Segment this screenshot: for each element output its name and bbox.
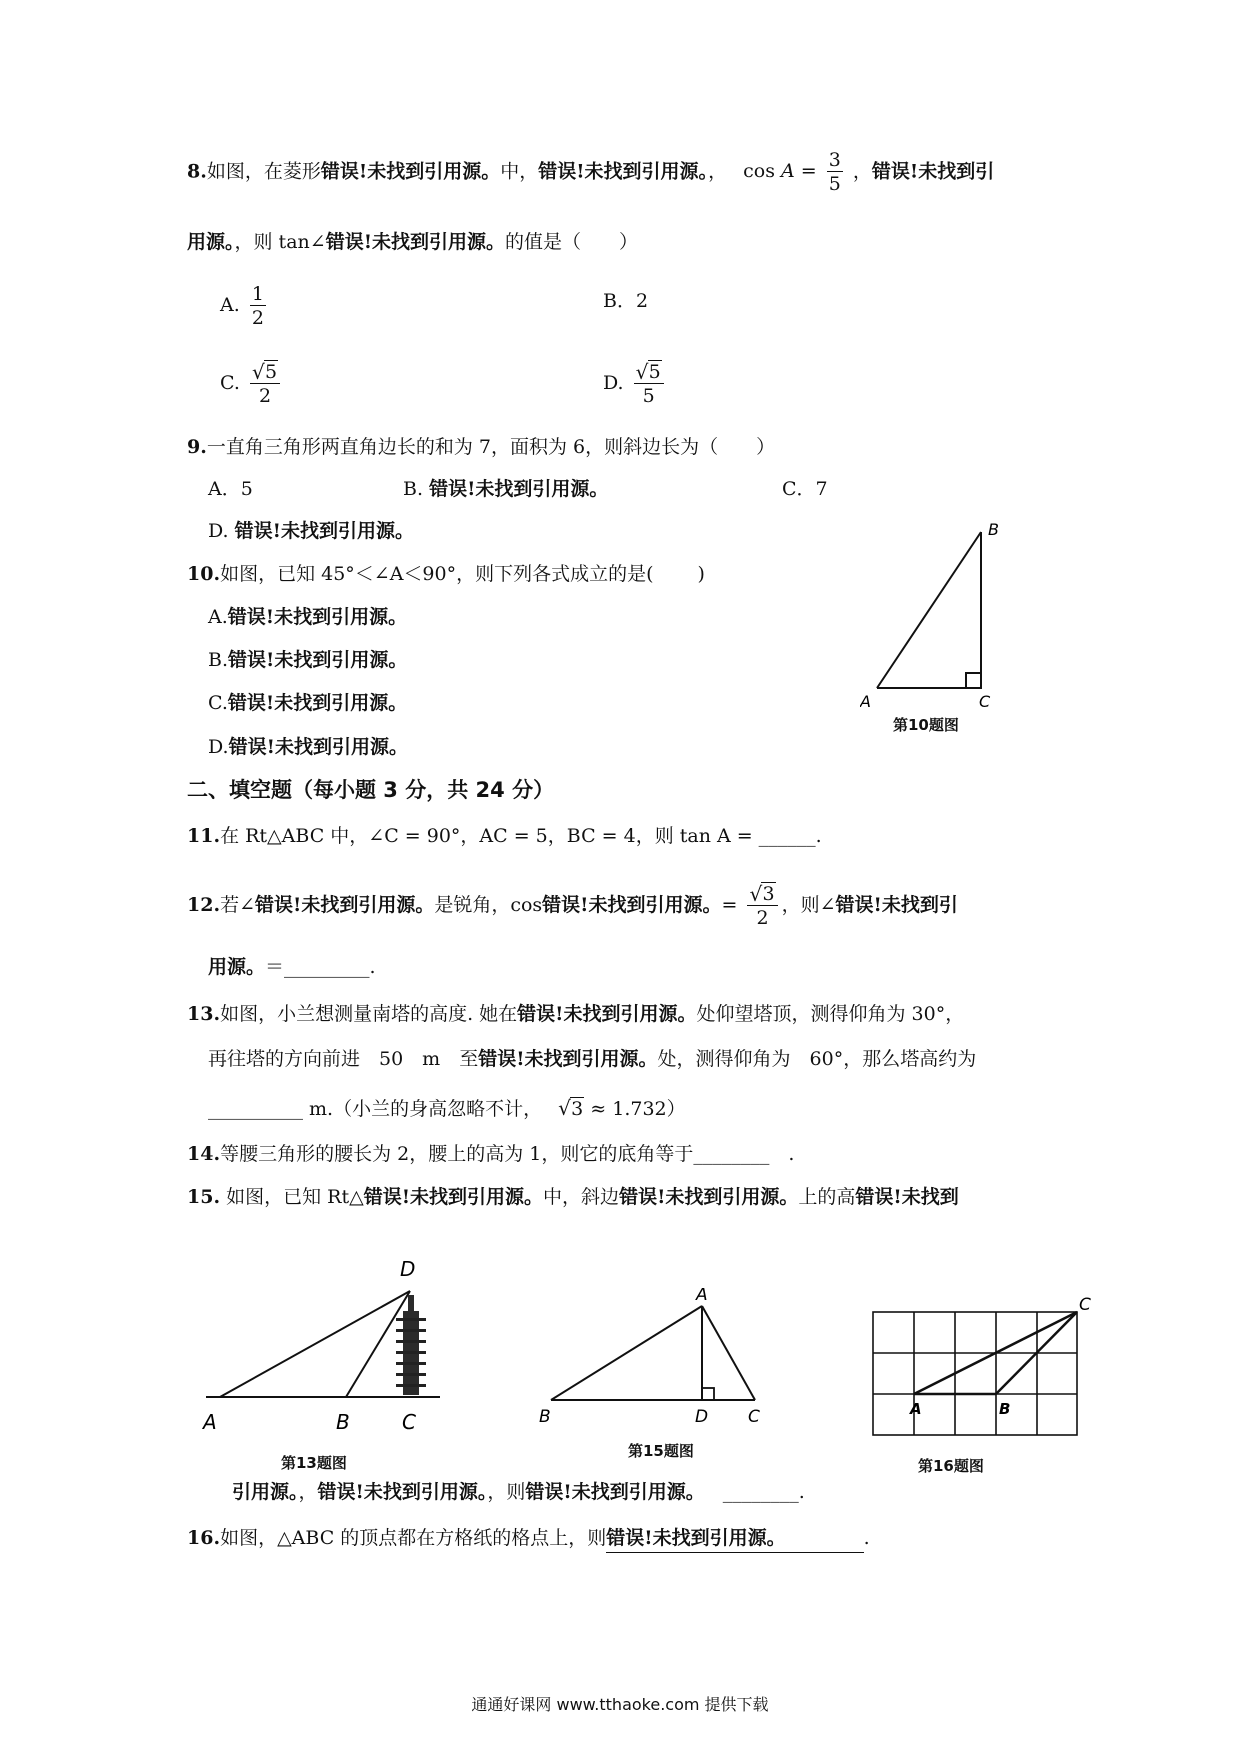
q10-option-b-label: B. [208, 649, 229, 671]
q13-line1 [187, 1000, 964, 1028]
q12-text-2: 是锐角，cos [434, 894, 543, 916]
q15-text-1: 如图，已知 Rt△ [226, 1186, 364, 1208]
q9-option-b-label: B. [403, 478, 424, 500]
q16-label-b: B [999, 1400, 1011, 1418]
q15-text-2: 中，斜边 [543, 1186, 620, 1208]
q12-line2-text: ＝_________. [265, 956, 376, 978]
q13-line2 [208, 1045, 976, 1073]
q13-line2-text-2: 处，测得仰角为 60°，那么塔高约为 [657, 1048, 977, 1070]
q8-option-c-fraction [250, 362, 280, 407]
q8-error-tail: 用源。 [187, 231, 235, 253]
q11-number: 11. [187, 825, 221, 847]
q11-line [187, 822, 822, 850]
q8-error-2: 错误!未找到引用源。 [538, 160, 709, 183]
q8-error-prefix: 错误!未找到引 [871, 160, 995, 183]
q12-text-4: ，则∠ [781, 894, 836, 916]
q15-figure-caption: 第15题图 [628, 1442, 694, 1460]
q13-line3-text: m.（小兰的身高忽略不计， [303, 1098, 543, 1120]
q10-option-d-label: D. [208, 736, 229, 758]
q12-error-tail: 用源。 [208, 956, 266, 978]
q9-option-b [403, 475, 608, 503]
q8-option-c-label: C. [220, 372, 240, 394]
q15-line2-error-1: 错误!未找到引用源。 [317, 1481, 488, 1503]
q8-option-c-sqrt [252, 362, 278, 383]
q16-answer-error: 错误!未找到引用源。 [606, 1524, 863, 1553]
q15-error-2: 错误!未找到引用源。 [619, 1186, 799, 1208]
q15-label-b: B [539, 1407, 551, 1427]
q12-error-2: 错误!未找到引用源。 [542, 894, 722, 916]
q10-option-d [208, 733, 408, 761]
q8-option-c-denominator: 2 [258, 384, 272, 407]
q10-option-b [208, 646, 407, 674]
q14-line [187, 1140, 794, 1168]
q8-option-c [220, 351, 284, 415]
q12-fraction-numerator [747, 884, 777, 906]
q8-option-a-denominator: 2 [251, 306, 264, 329]
q9-option-d [208, 517, 414, 545]
q8-text-4: ， [852, 160, 872, 183]
q15-label-a: A [696, 1288, 708, 1305]
q10-option-c-error: 错误!未找到引用源。 [227, 692, 408, 714]
tower-icon [396, 1295, 426, 1395]
q10-label-c: C [979, 692, 991, 710]
q11-text: 在 Rt△ABC 中，∠C = 90°，AC = 5，BC = 4，则 tan A = ______. [220, 825, 822, 847]
q8-fraction [827, 150, 843, 195]
q15-line2-text-1: ， [298, 1481, 318, 1503]
q8-line2-text: ，则 tan∠ [234, 231, 326, 253]
q10-option-c [208, 689, 407, 717]
q9-option-d-error: 错误!未找到引用源。 [234, 520, 414, 542]
footer-text: 通通好课网 www.tthaoke.com 提供下载 [471, 1695, 769, 1714]
q15-figure [535, 1288, 775, 1448]
q8-option-d-radicand: 5 [648, 360, 661, 383]
q10-option-a-label: A. [208, 606, 228, 628]
q15-line2 [232, 1478, 805, 1506]
q13-label-b: B [336, 1410, 350, 1434]
q13-error-1: 错误!未找到引用源。 [517, 1003, 697, 1025]
q10-right-angle-mark [966, 673, 981, 688]
q14-text: 等腰三角形的腰长为 2，腰上的高为 1，则它的底角等于________ . [220, 1143, 795, 1165]
q13-line3-sqrt [558, 1095, 584, 1123]
q13-label-a: A [203, 1410, 217, 1434]
q10-figure [860, 520, 1030, 710]
q13-label-c: C [402, 1410, 416, 1434]
q13-line2-text-1: 再往塔的方向前进 50 m 至 [208, 1048, 479, 1070]
q12-number: 12. [187, 894, 221, 916]
q8-option-a-fraction [250, 284, 266, 329]
q9-text: 一直角三角形两直角边长的和为 7，面积为 6，则斜边长为（ ） [206, 436, 776, 458]
q10-text: 如图，已知 45°＜∠A＜90°，则下列各式成立的是( ) [220, 563, 705, 585]
q8-option-d-label: D. [603, 372, 624, 394]
q15-line2-error-2: 错误!未找到引用源。 [525, 1481, 705, 1503]
q8-fraction-denominator: 5 [828, 172, 841, 195]
q16-label-a: A [910, 1400, 922, 1418]
q16-figure [860, 1295, 1100, 1455]
q12-fraction [747, 884, 777, 929]
q16-figure-caption: 第16题图 [918, 1457, 984, 1475]
q13-line3 [208, 1095, 686, 1123]
q10-number: 10. [187, 563, 221, 585]
q8-option-d-numerator [634, 362, 664, 384]
q13-line3-approx: ≈ 1.732） [590, 1098, 686, 1120]
q8-angle-label: A [781, 160, 795, 183]
q15-label-d: D [695, 1407, 709, 1427]
q13-label-d: D [400, 1257, 416, 1281]
q8-error-1: 错误!未找到引用源。 [320, 160, 501, 183]
q8-option-a-label: A. [220, 294, 240, 316]
q8-number: 8. [187, 160, 207, 183]
q10-option-a-error: 错误!未找到引用源。 [227, 606, 408, 628]
q13-figure [200, 1255, 460, 1455]
q12-sqrt [749, 884, 775, 905]
q12-line1 [187, 881, 958, 929]
q8-line1 [187, 149, 995, 195]
q13-number: 13. [187, 1003, 221, 1025]
q12-fraction-denominator: 2 [756, 906, 769, 929]
q13-sightline-a [220, 1291, 410, 1397]
q16-grid [873, 1312, 1077, 1435]
q10-option-c-label: C. [208, 692, 228, 714]
q16-end: . [863, 1527, 870, 1549]
q9-options-row [208, 475, 828, 503]
q8-text-2: 中， [500, 160, 539, 183]
q8-line2-end: 的值是（ ） [505, 231, 639, 253]
q15-right-angle-mark [702, 1388, 714, 1400]
q13-line3-radicand: 3 [571, 1098, 584, 1120]
q8-option-d-fraction [634, 362, 664, 407]
q14-number: 14. [187, 1143, 221, 1165]
q10-figure-caption: 第10题图 [893, 716, 959, 734]
q12-error-prefix: 错误!未找到引 [835, 894, 958, 916]
q9-option-d-label: D. [208, 520, 229, 542]
q8-option-d [603, 351, 668, 415]
q8-cos-label: cos [743, 160, 775, 183]
q15-side-ab [551, 1306, 702, 1400]
q8-option-c-radicand: 5 [264, 360, 278, 383]
q15-error-1: 错误!未找到引用源。 [363, 1186, 544, 1208]
q15-text-3: 上的高 [798, 1186, 856, 1208]
q8-cos-expression [743, 149, 853, 195]
q12-text-3: = [721, 894, 738, 916]
q16-number: 16. [187, 1527, 221, 1549]
q9-option-a: A．5 [208, 478, 253, 500]
q13-error-2: 错误!未找到引用源。 [478, 1048, 658, 1070]
q12-line2 [208, 953, 376, 981]
q8-line2-error: 错误!未找到引用源。 [325, 231, 506, 253]
q15-line2-blank: ________. [722, 1481, 805, 1503]
q13-figure-caption: 第13题图 [281, 1454, 347, 1472]
q8-option-b [603, 287, 648, 315]
q8-option-c-numerator [250, 362, 280, 384]
q15-error-tail: 错误!未找到 [855, 1186, 959, 1208]
q15-line2-head: 引用源。 [232, 1481, 299, 1503]
q10-label-b: B [988, 520, 999, 539]
q15-side-ac [702, 1306, 755, 1400]
q9-option-b-error: 错误!未找到引用源。 [429, 478, 609, 500]
q13-line3-blank: __________ [208, 1098, 303, 1120]
q9-line1 [187, 433, 775, 461]
q16-label-c: C [1079, 1295, 1091, 1315]
q15-label-c: C [748, 1407, 760, 1427]
q10-option-d-error: 错误!未找到引用源。 [228, 736, 408, 758]
q12-text-1: 若∠ [220, 894, 255, 916]
q8-option-a-numerator: 1 [251, 282, 264, 305]
q13-text-1: 如图，小兰想测量南塔的高度. 她在 [220, 1003, 518, 1025]
q15-number: 15. [187, 1186, 221, 1208]
q8-fraction-numerator: 3 [828, 149, 841, 171]
q16-line [187, 1524, 870, 1553]
q8-option-a [220, 278, 270, 332]
q12-radicand: 3 [762, 882, 775, 905]
q9-option-c: C．7 [782, 478, 828, 500]
q8-option-d-sqrt [636, 362, 662, 383]
q10-side-ab [877, 532, 981, 688]
q15-line2-text-2: ，则 [487, 1481, 526, 1503]
q8-option-b-label: B．2 [603, 290, 649, 312]
q8-option-d-denominator: 5 [642, 384, 655, 407]
q9-number: 9. [187, 436, 207, 458]
q15-line1 [187, 1183, 959, 1211]
q10-option-b-error: 错误!未找到引用源。 [228, 649, 408, 671]
q10-line1 [187, 560, 705, 588]
q8-line2 [187, 228, 638, 256]
q16-text: 如图，△ABC 的顶点都在方格纸的格点上，则 [220, 1527, 607, 1549]
q8-text-1: 如图，在菱形 [206, 160, 321, 183]
q13-text-2: 处仰望塔顶，测得仰角为 30°， [696, 1003, 965, 1025]
q12-error-1: 错误!未找到引用源。 [254, 894, 435, 916]
q13-sightline-b [346, 1291, 410, 1397]
q10-label-a: A [860, 692, 871, 710]
q8-equals: = [800, 160, 817, 183]
q8-text-3: ， [708, 160, 728, 183]
section-2-title: 二、填空题（每小题 3 分，共 24 分） [187, 778, 555, 802]
q10-option-a [208, 603, 407, 631]
